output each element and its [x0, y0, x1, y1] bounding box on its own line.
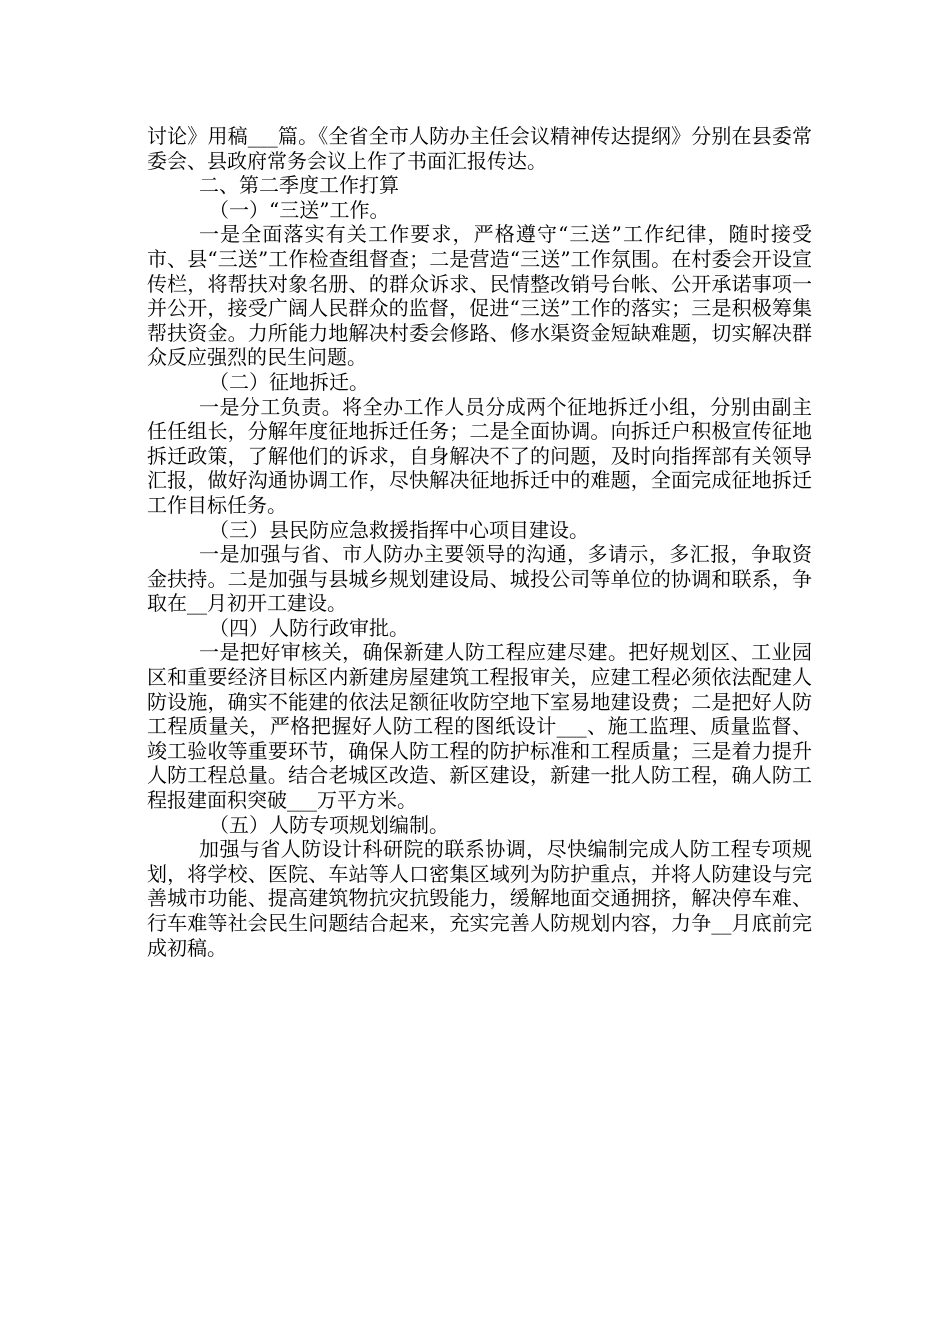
document-page: [147, 124, 812, 960]
paragraph-continuation: 讨论》用稿___篇。《全省全市人防办主任会议精神传达提纲》分别在县委常委会、县政府常务会议上作了书面汇报传达。: [147, 124, 812, 173]
subheading-emergency-center: （三）县民防应急救援指挥中心项目建设。: [209, 517, 589, 542]
paragraph-emergency-center: 一是加强与省、市人防办主要领导的沟通，多请示，多汇报，争取资金扶持。二是加强与县城乡规划建设局、城投公司等单位的协调和联系，争取在__月初开工建设。: [147, 542, 812, 616]
paragraph-land-acquisition: 一是分工负责。将全办工作人员分成两个征地拆迁小组，分别由副主任任组长，分解年度征地拆迁任务；二是全面协调。向拆迁户积极宣传征地拆迁政策，了解他们的诉求，自身解决不了的问题，及时向指挥部有关领导汇报，做好沟通协调工作，尽快解决征地拆迁中的难题，全面完成征地拆迁工作目标任务。: [147, 394, 812, 517]
paragraph-admin-approval: 一是把好审核关，确保新建人防工程应建尽建。把好规划区、工业园区和重要经济目标区内新建房屋建筑工程报审关，应建工程必须依法配建人防设施，确实不能建的依法足额征收防空地下室易地建设费；二是把好人防工程质量关，严格把握好人防工程的图纸设计___、施工监理、质量监督、竣工验收等重要环节，确保人防工程的防护标准和工程质量；三是着力提升人防工程总量。结合老城区改造、新区建设，新建一批人防工程，确人防工程报建面积突破___万平方米。: [147, 640, 812, 813]
subheading-admin-approval: （四）人防行政审批。: [209, 615, 409, 640]
subheading-land-acquisition: （二）征地拆迁。: [209, 369, 369, 394]
section-heading-q2-plan: 二、第二季度工作打算: [199, 173, 399, 198]
subheading-sansong: （一）“三送”工作。: [209, 197, 390, 222]
paragraph-sansong: 一是全面落实有关工作要求，严格遵守“三送”工作纪律，随时接受市、县“三送”工作检查组督查；二是营造“三送”工作氛围。在村委会开设宣传栏，将帮扶对象名册、的群众诉求、民情整改销号台帐、公开承诺事项一并公开，接受广阔人民群众的监督，促进“三送”工作的落实；三是积极筹集帮扶资金。力所能力地解决村委会修路、修水渠资金短缺难题，切实解决群众反应强烈的民生问题。: [147, 222, 812, 370]
paragraph-planning: 加强与省人防设计科研院的联系协调，尽快编制完成人防工程专项规划，将学校、医院、车站等人口密集区域列为防护重点，并将人防建设与完善城市功能、提高建筑物抗灾抗毁能力，缓解地面交通拥挤，解决停车难、行车难等社会民生问题结合起来，充实完善人防规划内容，力争__月底前完成初稿。: [147, 837, 812, 960]
subheading-planning: （五）人防专项规划编制。: [209, 812, 449, 837]
